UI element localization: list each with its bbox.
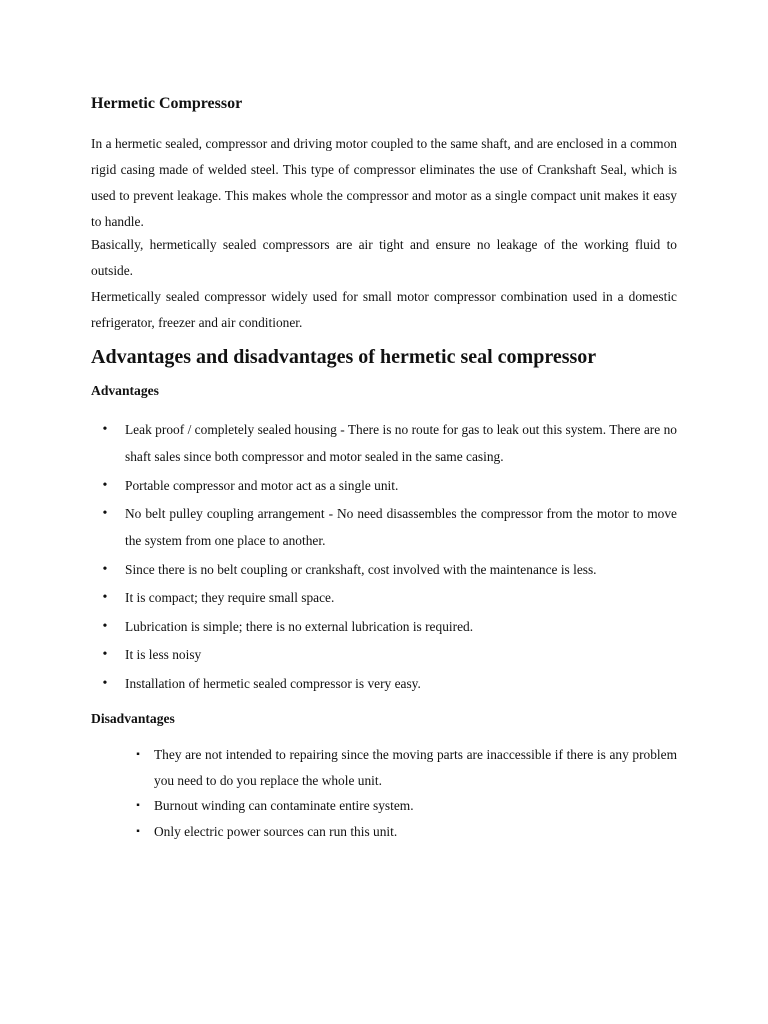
usage-paragraph: Hermetically sealed compressor widely used for small motor compressor combination used in a domestic refrigerator, freezer and air conditioner.: [91, 289, 677, 330]
list-item: [131, 819, 677, 845]
list-item: [91, 416, 677, 470]
bullet-icon: •: [102, 647, 108, 662]
list-item-text: It is less noisy: [125, 647, 202, 662]
list-item-text: Portable compressor and motor act as a single unit.: [125, 477, 399, 493]
square-bullet-icon: ▪: [136, 800, 140, 811]
bullet-icon: •: [102, 590, 108, 605]
list-item: [91, 500, 677, 554]
bullet-icon: •: [102, 477, 108, 493]
list-item: [91, 670, 677, 697]
list-item-text: Lubrication is simple; there is no external lubrication is required.: [125, 618, 474, 634]
list-item: [91, 472, 677, 499]
list-item-text: They are not intended to repairing since the moving parts are inaccessible if there is any problem you need to do you replace the whole unit.: [154, 747, 677, 788]
advantages-heading: Advantages: [91, 383, 159, 398]
list-item: [91, 641, 677, 668]
list-item-text: Leak proof / completely sealed housing - There is no route for gas to leak out this system. There are no shaft sales since both compressor and motor sealed in the same casing.: [125, 422, 677, 464]
advantages-list: [91, 416, 677, 698]
square-bullet-icon: ▪: [136, 749, 140, 760]
list-item-text: It is compact; they require small space.: [125, 590, 335, 605]
list-item: [91, 613, 677, 640]
bullet-icon: •: [102, 506, 108, 521]
list-item: [91, 584, 677, 611]
bullet-icon: •: [102, 561, 108, 577]
airtight-paragraph: Basically, hermetically sealed compressors are air tight and ensure no leakage of the working fluid to outside.: [91, 237, 677, 278]
list-item-text: No belt pulley coupling arrangement - No need disassembles the compressor from the motor to move the system from one place to another.: [125, 506, 677, 548]
list-item: [91, 556, 677, 583]
bullet-icon: •: [102, 618, 108, 634]
bullet-icon: •: [102, 675, 108, 691]
list-item-text: Burnout winding can contaminate entire system.: [154, 798, 414, 813]
section-heading: Advantages and disadvantages of hermetic seal compressor: [91, 346, 597, 368]
bullet-icon: •: [102, 422, 108, 437]
list-item: [131, 742, 677, 793]
list-item-text: Only electric power sources can run this unit.: [154, 823, 398, 839]
list-item: [131, 793, 677, 819]
square-bullet-icon: ▪: [136, 825, 140, 837]
page-title: Hermetic Compressor: [91, 95, 243, 112]
list-item-text: Since there is no belt coupling or crankshaft, cost involved with the maintenance is less.: [125, 561, 597, 577]
list-item-text: Installation of hermetic sealed compressor is very easy.: [125, 675, 421, 691]
disadvantages-heading: Disadvantages: [91, 711, 175, 726]
disadvantages-list: [131, 742, 677, 844]
intro-paragraph: In a hermetic sealed, compressor and driving motor coupled to the same shaft, and are enclosed in a common rigid casing made of welded steel. This type of compressor eliminates the use of Crankshaft Seal, which is used to prevent leakage. This makes whole the compressor and motor as a single compact unit makes it easy to handle.: [91, 136, 677, 229]
